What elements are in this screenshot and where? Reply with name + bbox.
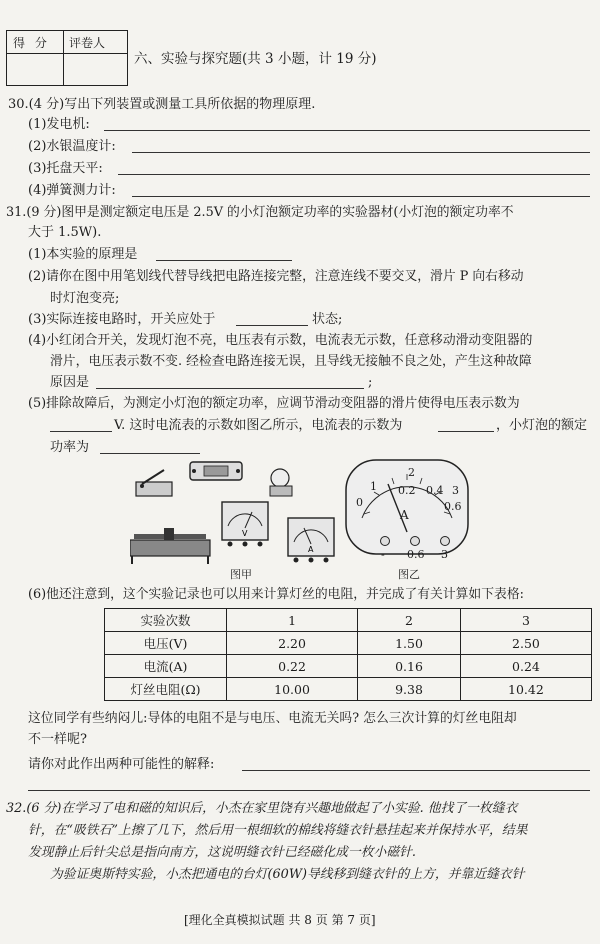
table-cell: 10.42 xyxy=(460,678,591,701)
figure-yi-label: 图乙 xyxy=(398,568,420,581)
q30-stem: 30.(4 分)写出下列装置或测量工具所依据的物理原理. xyxy=(8,97,316,112)
terminal-label-neg: - xyxy=(381,548,385,561)
q31-blank-fault[interactable] xyxy=(96,388,364,389)
q31-p4-line3: 原因是 xyxy=(50,375,90,390)
q31-stem-line1: 31.(9 分)图甲是测定额定电压是 2.5V 的小灯泡额定功率的实验器材(小灯泡的额定功率不 xyxy=(6,205,514,220)
q31-blank-principle[interactable] xyxy=(156,260,292,261)
q31-p4-line2: 滑片，电压表示数不变. 经检查电路连接无误，且导线无接触不良之处，产生这种故障 xyxy=(50,354,532,369)
table-cell: 3 xyxy=(460,609,591,632)
q31-p5-line3: 功率为 xyxy=(50,440,90,455)
q31-blank-switch[interactable] xyxy=(236,325,308,326)
terminal-neg xyxy=(380,536,390,546)
table-row xyxy=(105,632,592,655)
table-cell: 电压(V) xyxy=(105,632,227,655)
meter-tick-3: 0.4 xyxy=(426,484,444,497)
table-cell: 电流(A) xyxy=(105,655,227,678)
q31-blank-explain-1[interactable] xyxy=(242,770,590,771)
q31-p7-line1: 这位同学有些纳闷儿:导体的电阻不是与电压、电流无关吗? 怎么三次计算的灯丝电阻却 xyxy=(28,711,517,726)
table-cell: 实验次数 xyxy=(105,609,227,632)
table-cell: 2.50 xyxy=(460,632,591,655)
q31-stem-line2: 大于 1.5W). xyxy=(28,225,102,240)
score-box xyxy=(6,30,128,86)
q31-blank-power[interactable] xyxy=(100,453,200,454)
table-cell: 9.38 xyxy=(358,678,461,701)
q31-blank-voltage[interactable] xyxy=(50,431,112,432)
reviewer-label: 评卷人 xyxy=(69,36,106,50)
score-label: 得 分 xyxy=(13,36,50,50)
lamp-icon xyxy=(270,469,292,496)
table-cell: 0.16 xyxy=(358,655,461,678)
q32-line3: 发现静止后针尖总是指向南方，这说明缝衣针已经磁化成一枚小磁针. xyxy=(28,845,416,860)
q31-p2-line2: 时灯泡变亮; xyxy=(50,291,120,306)
table-cell: 2 xyxy=(358,609,461,632)
resistance-table xyxy=(104,608,592,701)
table-row xyxy=(105,655,592,678)
q30-blank-3[interactable] xyxy=(118,174,590,175)
terminal-06 xyxy=(410,536,420,546)
q31-p5-line2-a: V. 这时电流表的示数如图乙所示，电流表的示数为 xyxy=(114,418,403,433)
terminal-label-3: 3 xyxy=(441,548,448,561)
q31-p1: (1)本实验的原理是 xyxy=(28,247,138,262)
table-cell: 10.00 xyxy=(227,678,358,701)
table-cell: 0.24 xyxy=(460,655,591,678)
q31-p5-line1: (5)排除故障后，为测定小灯泡的额定功率，应调节滑动变阻器的滑片使得电压表示数为 xyxy=(28,396,520,411)
figure-jia-apparatus xyxy=(130,456,340,584)
meter-tick-5: 3 xyxy=(452,484,459,497)
q31-p5-line2-b: ，小灯泡的额定 xyxy=(496,418,588,433)
table-header-row xyxy=(105,609,592,632)
page-footer: [理化全真模拟试题 共 8 页 第 7 页] xyxy=(184,913,376,927)
battery-icon xyxy=(190,462,242,480)
q31-blank-explain-2[interactable] xyxy=(28,790,590,791)
q30-blank-2[interactable] xyxy=(132,152,590,153)
rheostat-icon xyxy=(130,528,210,564)
voltmeter-icon xyxy=(222,502,268,547)
meter-tick-4: 0.6 xyxy=(444,500,462,513)
q30-blank-1[interactable] xyxy=(104,130,590,131)
table-cell: 1 xyxy=(227,609,358,632)
q31-p6: (6)他还注意到，这个实验记录也可以用来计算灯丝的电阻，并完成了有关计算如下表格: xyxy=(28,587,524,602)
table-cell: 1.50 xyxy=(358,632,461,655)
q31-blank-current[interactable] xyxy=(438,431,494,432)
table-cell: 灯丝电阻(Ω) xyxy=(105,678,227,701)
figure-jia-label: 图甲 xyxy=(230,568,252,581)
q30-blank-4[interactable] xyxy=(132,196,590,197)
q31-p4-line1: (4)小红闭合开关，发现灯泡不亮，电压表有示数，电流表无示数，任意移动滑动变阻器的 xyxy=(28,333,533,348)
section-title: 六、实验与探究题(共 3 小题，计 19 分) xyxy=(134,51,377,67)
ammeter-icon xyxy=(288,518,334,563)
q31-p7-line3: 请你对此作出两种可能性的解释: xyxy=(28,757,215,772)
q30-item-4: (4)弹簧测力计: xyxy=(28,183,116,198)
q32-line2: 针，在“吸铁石”上擦了几下，然后用一根细软的棉线将缝衣针悬挂起来并保持水平，结果 xyxy=(28,823,528,838)
svg-text:A: A xyxy=(308,545,314,554)
table-row xyxy=(105,678,592,701)
q31-p7-line2: 不一样呢? xyxy=(28,732,87,747)
q30-item-3: (3)托盘天平: xyxy=(28,161,103,176)
meter-tick-1: 1 xyxy=(370,480,377,493)
meter-unit: A xyxy=(400,508,409,522)
meter-tick-2: 0.2 xyxy=(398,484,416,497)
meter-tick-6: 2 xyxy=(408,466,415,479)
q31-p3-a: (3)实际连接电路时，开关应处于 xyxy=(28,312,216,327)
q30-item-1: (1)发电机: xyxy=(28,117,90,132)
q30-item-2: (2)水银温度计: xyxy=(28,139,116,154)
q31-p3-b: 状态; xyxy=(312,312,343,327)
q32-line1: 32.(6 分)在学习了电和磁的知识后，小杰在家里饶有兴趣地做起了小实验. 他找了一枚缝衣 xyxy=(6,801,518,816)
meter-tick-0: 0 xyxy=(356,496,363,509)
svg-text:V: V xyxy=(242,529,248,538)
terminal-3 xyxy=(440,536,450,546)
q32-line4: 为验证奥斯特实验，小杰把通电的台灯(60W)导线移到缝衣针的上方，并靠近缝衣针 xyxy=(50,867,525,882)
q31-p2-line1: (2)请你在图中用笔划线代替导线把电路连接完整，注意连线不要交叉，滑片 P 向右移动 xyxy=(28,269,524,284)
switch-icon xyxy=(136,470,172,496)
terminal-label-06: 0.6 xyxy=(407,548,425,561)
table-cell: 0.22 xyxy=(227,655,358,678)
table-cell: 2.20 xyxy=(227,632,358,655)
q31-p4-end: ; xyxy=(368,375,373,390)
